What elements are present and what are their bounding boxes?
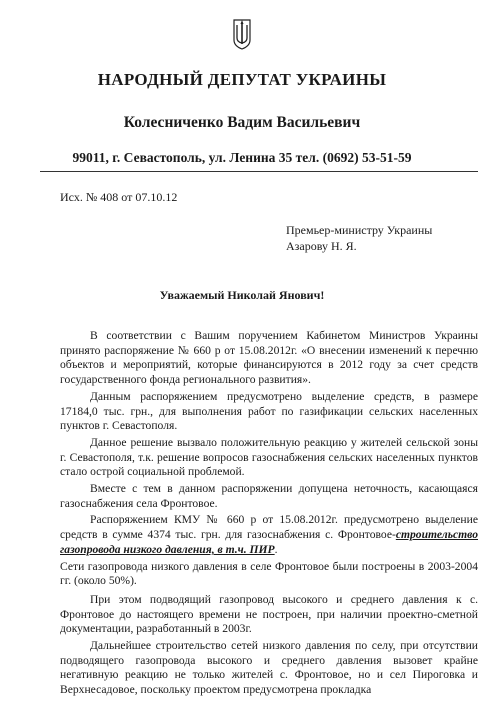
paragraph-8: Дальнейшее строительство сетей низкого давления по селу, при отсутствии подводящего газопровода высокого и среднего давления вызовет крайне негативную реакцию не только жителей с. Фронтовое, но и сел Пироговка и Верхнесадовое, поскольку проектом предусмотрена прокладка (60, 639, 478, 697)
header-title: НАРОДНЫЙ ДЕПУТАТ УКРАИНЫ (97, 70, 387, 89)
header-divider (40, 171, 478, 172)
header-address: 99011, г. Севастополь, ул. Ленина 35 тел. (0692) 53-51-59 (72, 150, 412, 165)
paragraph-7: При этом подводящий газопровод высокого и среднего давления к с. Фронтовое до настоящего времени не построен, при наличии проектно-сметной документации, разработанный в 2003г. (60, 592, 478, 636)
recipient-line-2: Азарову Н. Я. (286, 239, 357, 253)
salutation: Уважаемый Николай Янович! (159, 288, 325, 302)
paragraph-6: Сети газопровода низкого давления в селе Фронтовое были построены в 2003-2004 гг. (около 50%). (60, 559, 478, 588)
paragraph-5-lead: Распоряжением КМУ № 660 р от 15.08.2012г. предусмотрено выделение средств в сумме 4374 тыс. грн. для газоснабжения с. Фронтовое- (60, 513, 478, 542)
trident-emblem-icon (232, 16, 252, 50)
paragraph-3: Данное решение вызвало положительную реакцию у жителей сельской зоны г. Севастополя, т.к. решение вопросов газоснабжения сельских населенных пунктов стало острой социальной проблемой. (60, 435, 478, 479)
recipient-block (286, 222, 432, 254)
paragraph-5-emphasis: строительство газопровода низкого давления, в т.ч. ПИР (60, 528, 478, 556)
outgoing-number: Исх. № 408 от 07.10.12 (60, 190, 178, 204)
letter-body (60, 329, 478, 700)
paragraph-5 (60, 513, 478, 557)
recipient-line-1: Премьер-министру Украины (286, 223, 433, 237)
paragraph-5-end: . (274, 542, 278, 556)
deputy-name: Колесниченко Вадим Васильевич (123, 114, 361, 131)
paragraph-1: В соответствии с Вашим поручением Кабинетом Министров Украины принято распоряжение № 660 р от 15.08.2012г. «О внесении изменений к перечню объектов и мероприятий, которые финансируются в 2012 году за счет средств государственного фонда регионального развития». (60, 329, 478, 387)
paragraph-4: Вместе с тем в данном распоряжении допущена неточность, касающаяся газоснабжения села Фронтовое. (60, 482, 478, 510)
paragraph-2: Данным распоряжением предусмотрено выделение средств, в размере 17184,0 тыс. грн., для выполнения работ по газификации сельских населенных пунктов г. Севастополя. (60, 389, 478, 433)
